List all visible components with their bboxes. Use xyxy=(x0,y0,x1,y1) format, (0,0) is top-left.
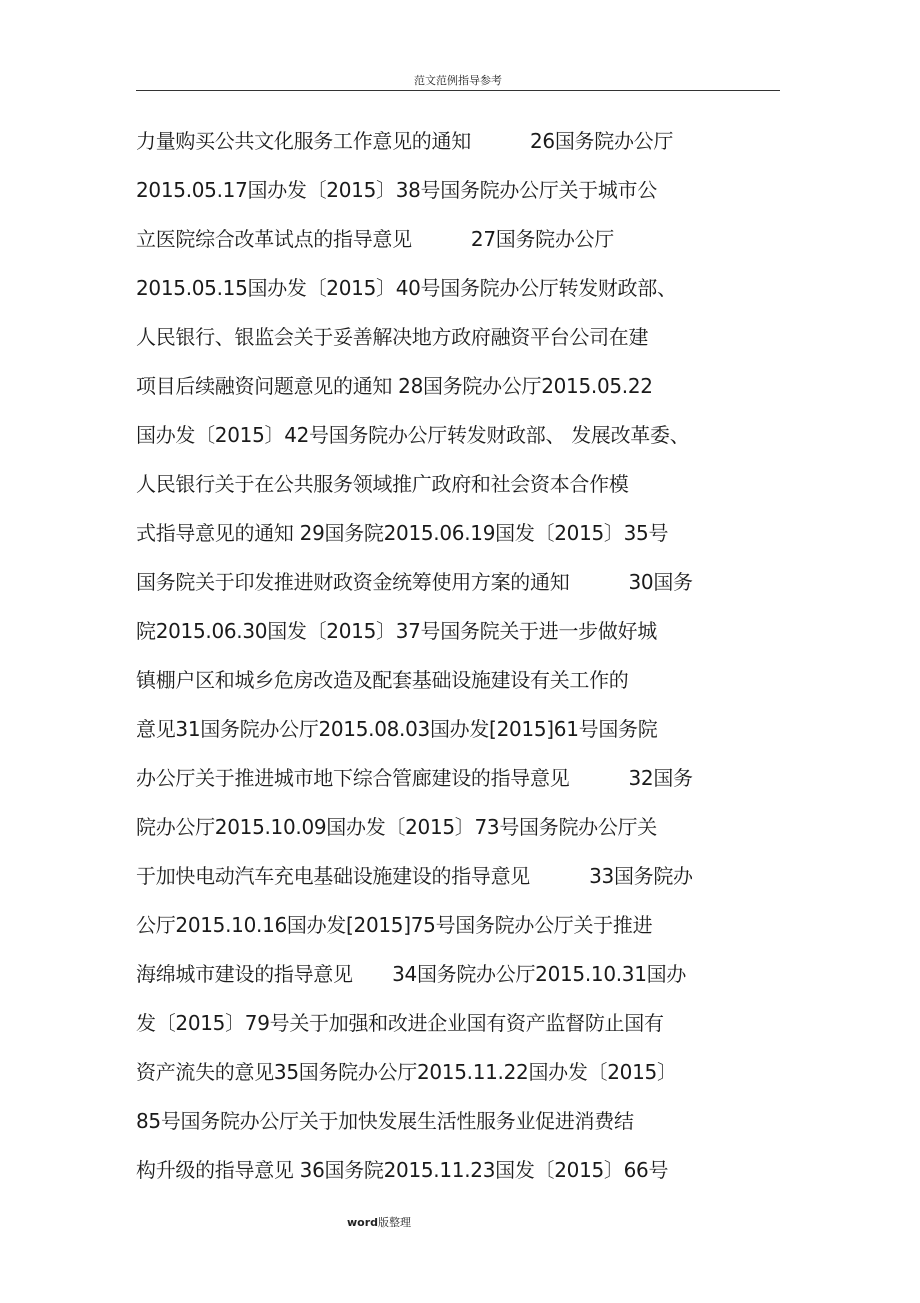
footer-word: word xyxy=(347,1216,379,1229)
text-line: 人民银行关于在公共服务领域推广政府和社会资本合作模 xyxy=(136,472,629,496)
text-line: 院2015.06.30国发〔2015〕37号国务院关于进一步做好城 xyxy=(136,619,657,643)
text-line: 2015.05.17国办发〔2015〕38号国务院办公厅关于城市公 xyxy=(136,178,657,202)
text-line: 式指导意见的通知 29国务院2015.06.19国发〔2015〕35号 xyxy=(136,521,669,545)
text-line: 海绵城市建设的指导意见 34国务院办公厅2015.10.31国办 xyxy=(136,962,687,986)
text-line: 办公厅关于推进城市地下综合管廊建设的指导意见 32国务 xyxy=(136,766,693,790)
text-line: 85号国务院办公厅关于加快发展生活性服务业促进消费结 xyxy=(136,1109,634,1133)
text-line: 资产流失的意见35国务院办公厅2015.11.22国办发〔2015〕 xyxy=(136,1060,677,1084)
text-line: 立医院综合改革试点的指导意见 27国务院办公厅 xyxy=(136,227,614,251)
text-line: 构升级的指导意见 36国务院2015.11.23国发〔2015〕66号 xyxy=(136,1158,669,1182)
text-line: 公厅2015.10.16国办发[2015]75号国务院办公厅关于推进 xyxy=(136,913,653,937)
text-line: 意见31国务院办公厅2015.08.03国办发[2015]61号国务院 xyxy=(136,717,658,741)
text-line: 于加快电动汽车充电基础设施建设的指导意见 33国务院办 xyxy=(136,864,693,888)
footer-rest: 版整理 xyxy=(378,1216,412,1229)
text-line: 国务院关于印发推进财政资金统筹使用方案的通知 30国务 xyxy=(136,570,693,594)
text-line: 国办发〔2015〕42号国务院办公厅转发财政部、 发展改革委、 xyxy=(136,423,690,447)
document-body xyxy=(136,120,776,1198)
page-header: 范文范例指导参考 xyxy=(414,74,502,87)
header-rule xyxy=(136,90,780,91)
text-line: 发〔2015〕79号关于加强和改进企业国有资产监督防止国有 xyxy=(136,1011,664,1035)
text-line: 院办公厅2015.10.09国办发〔2015〕73号国务院办公厅关 xyxy=(136,815,657,839)
text-line: 项目后续融资问题意见的通知 28国务院办公厅2015.05.22 xyxy=(136,374,653,398)
text-line: 人民银行、银监会关于妥善解决地方政府融资平台公司在建 xyxy=(136,325,649,349)
page-footer xyxy=(347,1214,411,1232)
text-line: 镇棚户区和城乡危房改造及配套基础设施建设有关工作的 xyxy=(136,668,629,692)
text-line: 力量购买公共文化服务工作意见的通知 26国务院办公厅 xyxy=(136,129,674,153)
text-line: 2015.05.15国办发〔2015〕40号国务院办公厅转发财政部、 xyxy=(136,276,677,300)
